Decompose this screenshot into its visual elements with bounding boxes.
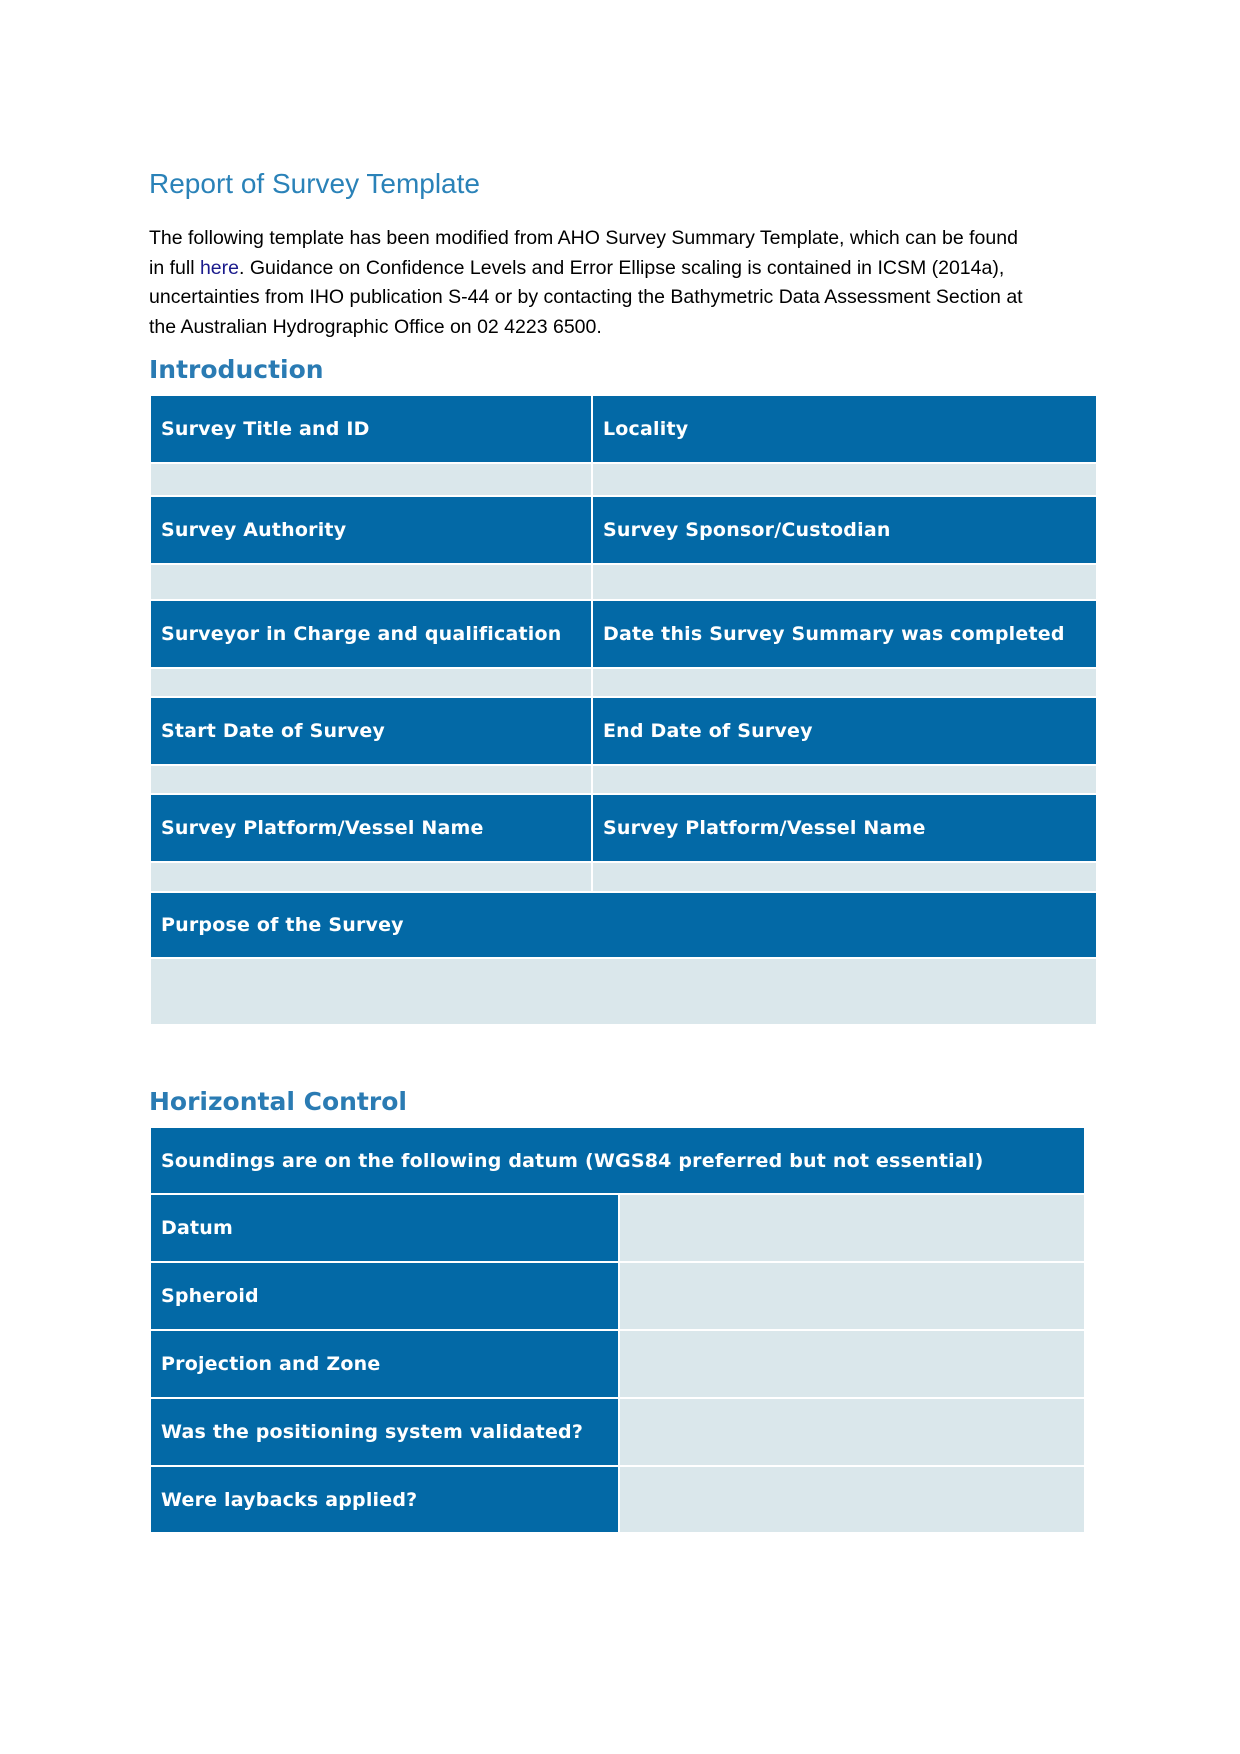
summary-completed-date-field[interactable] — [593, 669, 1096, 696]
surveyor-in-charge-field[interactable] — [151, 669, 591, 696]
survey-title-field[interactable] — [151, 464, 591, 495]
here-link[interactable]: here — [199, 256, 239, 279]
paragraph-text: . Guidance on Confidence Levels and Error Ellipse scaling is contained in ICSM (2014a), — [238, 256, 1005, 279]
survey-authority-header: Survey Authority — [151, 497, 591, 563]
purpose-header: Purpose of the Survey — [151, 893, 1096, 957]
vessel-name-header: Survey Platform/Vessel Name — [151, 795, 591, 861]
datum-label: Datum — [151, 1195, 618, 1261]
page-title: Report of Survey Template — [149, 168, 480, 199]
end-date-header: End Date of Survey — [593, 698, 1096, 764]
datum-field[interactable] — [620, 1195, 1084, 1261]
summary-completed-date-header: Date this Survey Summary was completed — [593, 601, 1096, 667]
locality-field[interactable] — [593, 464, 1096, 495]
survey-sponsor-field[interactable] — [593, 565, 1096, 599]
locality-header: Locality — [593, 396, 1096, 462]
projection-zone-label: Projection and Zone — [151, 1331, 618, 1397]
survey-authority-field[interactable] — [151, 565, 591, 599]
vessel-name-header-2: Survey Platform/Vessel Name — [593, 795, 1096, 861]
spheroid-label: Spheroid — [151, 1263, 618, 1329]
spheroid-field[interactable] — [620, 1263, 1084, 1329]
horizontal-control-heading: Horizontal Control — [149, 1087, 407, 1116]
introduction-table — [151, 396, 1096, 1024]
vessel-name-field[interactable] — [151, 863, 591, 891]
projection-zone-field[interactable] — [620, 1331, 1084, 1397]
survey-title-header: Survey Title and ID — [151, 396, 591, 462]
paragraph-line: The following template has been modified from AHO Survey Summary Template, which can be found — [149, 227, 1018, 249]
survey-sponsor-header: Survey Sponsor/Custodian — [593, 497, 1096, 563]
start-date-field[interactable] — [151, 766, 591, 793]
paragraph-text: in full — [149, 256, 200, 279]
positioning-validated-field[interactable] — [620, 1399, 1084, 1465]
datum-note-header: Soundings are on the following datum (WGS84 preferred but not essential) — [151, 1128, 1084, 1193]
paragraph-line — [149, 254, 1099, 284]
positioning-validated-label: Was the positioning system validated? — [151, 1399, 618, 1465]
horizontal-control-table — [151, 1128, 1084, 1532]
vessel-name-field-2[interactable] — [593, 863, 1096, 891]
purpose-field[interactable] — [151, 959, 1096, 1024]
introduction-heading: Introduction — [149, 355, 324, 384]
paragraph-line: uncertainties from IHO publication S-44 or by contacting the Bathymetric Data Assessment Section at — [149, 286, 1023, 308]
laybacks-applied-label: Were laybacks applied? — [151, 1467, 618, 1532]
intro-paragraph — [149, 224, 1099, 342]
laybacks-applied-field[interactable] — [620, 1467, 1084, 1532]
start-date-header: Start Date of Survey — [151, 698, 591, 764]
paragraph-line: the Australian Hydrographic Office on 02 4223 6500. — [149, 315, 602, 338]
surveyor-in-charge-header: Surveyor in Charge and qualification — [151, 601, 591, 667]
end-date-field[interactable] — [593, 766, 1096, 793]
